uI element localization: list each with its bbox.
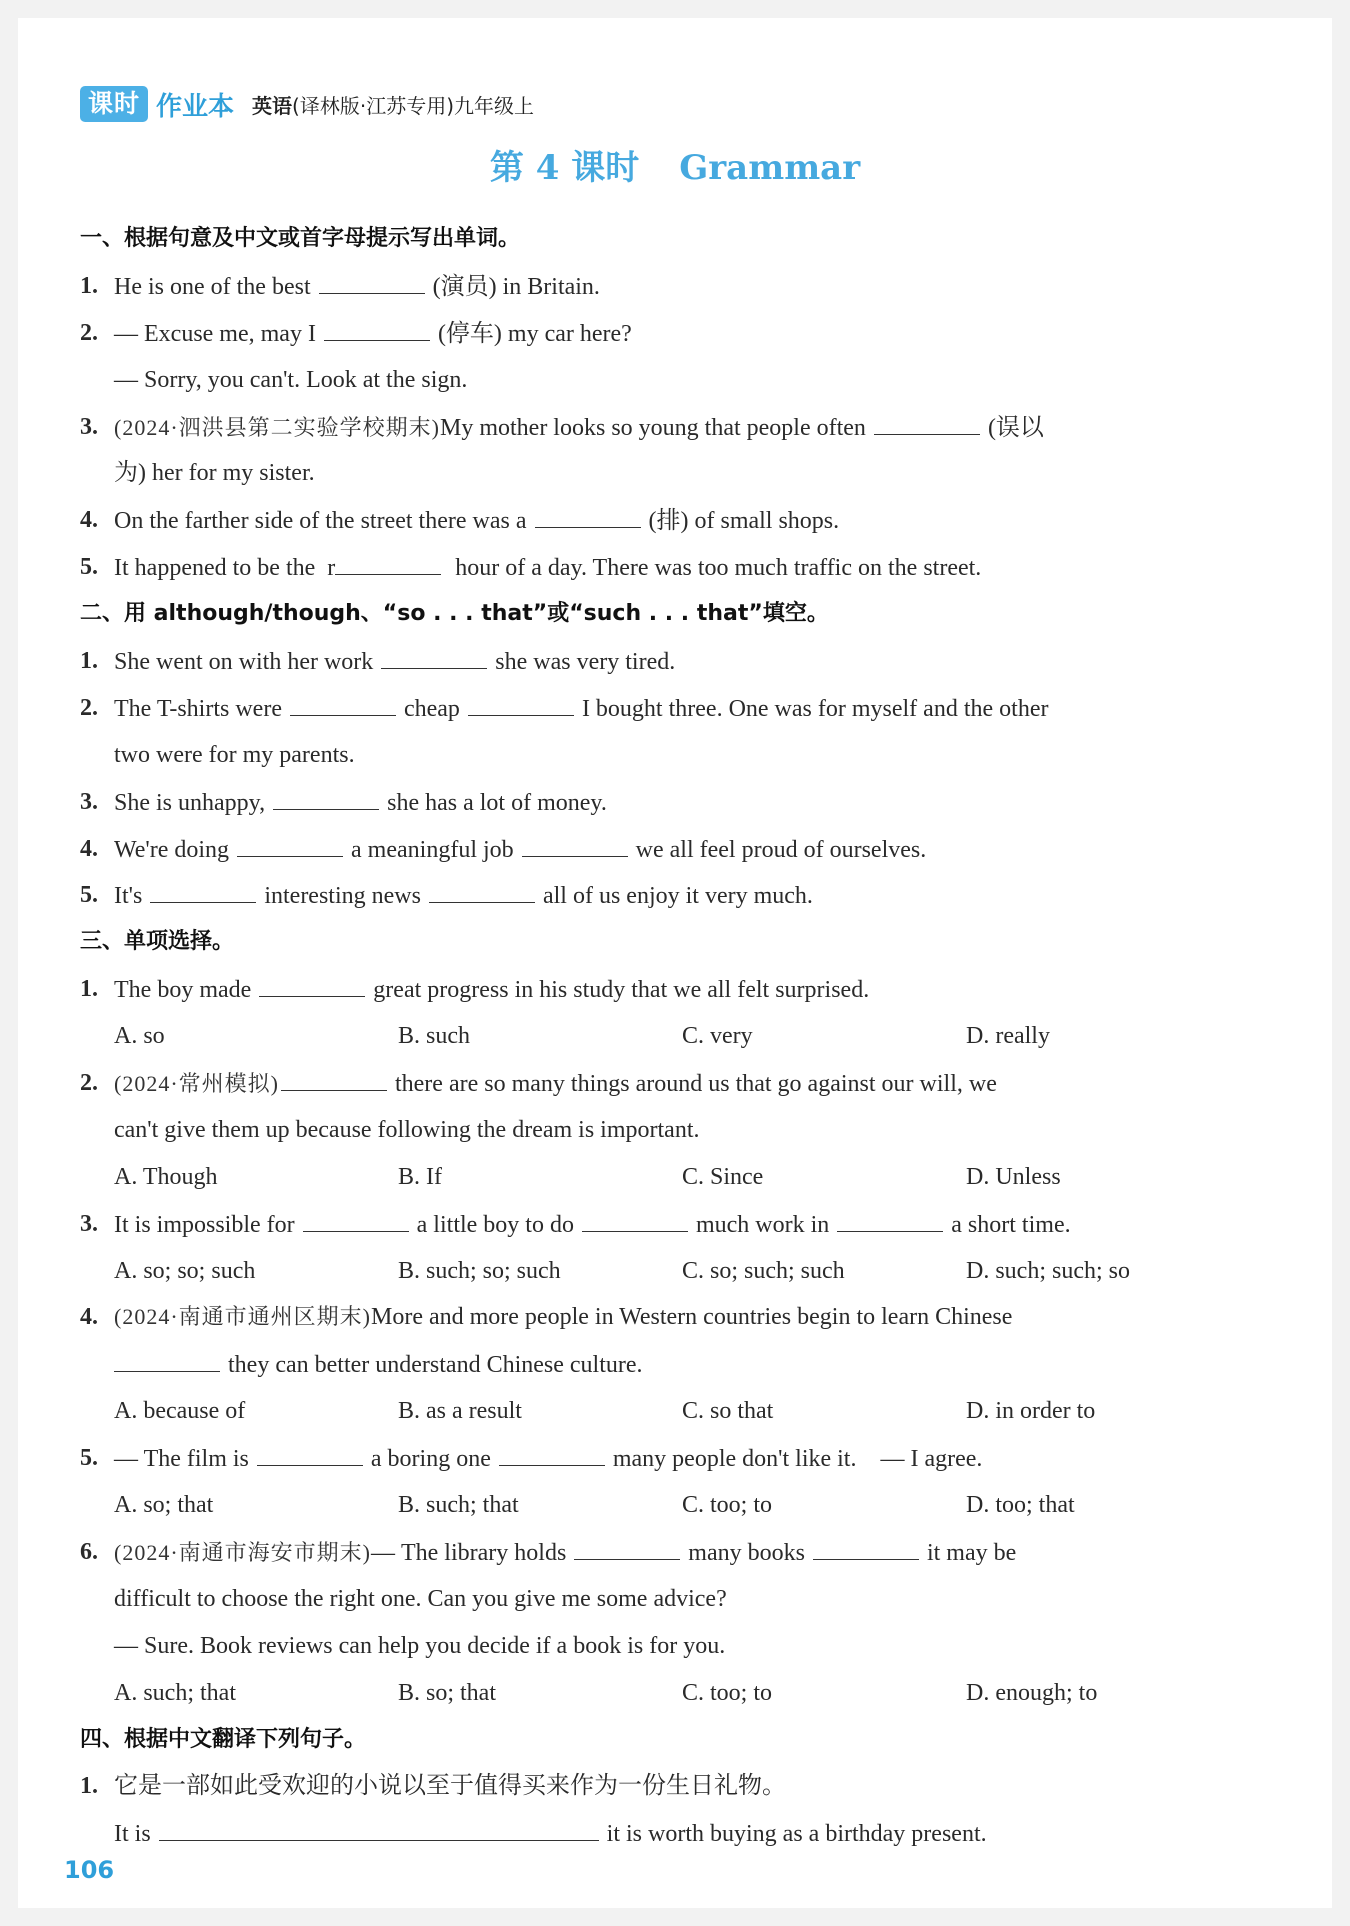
- answer-blank[interactable]: [582, 1201, 688, 1232]
- s4-question-1-answer: It is it is worth buying as a birthday present.: [80, 1810, 1280, 1857]
- option-b[interactable]: B. as a result: [398, 1398, 522, 1425]
- s2-question-1: 1. She went on with her work she was very tired.: [80, 638, 1280, 685]
- s3-question-4-options: [80, 1388, 1280, 1435]
- lesson-title: 第 4 课时 Grammar: [489, 148, 861, 188]
- answer-blank[interactable]: [522, 826, 628, 857]
- answer-blank[interactable]: [381, 638, 487, 669]
- option-a[interactable]: A. so: [114, 1023, 165, 1050]
- section-1-title: 一、根据句意及中文或首字母提示写出单词。: [80, 226, 521, 251]
- s3-question-6-reply: — Sure. Book reviews can help you decide if a book is for you.: [114, 1632, 726, 1659]
- workbook-page: [18, 18, 1332, 1908]
- answer-blank[interactable]: [237, 826, 343, 857]
- option-a[interactable]: A. because of: [114, 1398, 246, 1425]
- book-name: 作业本: [156, 91, 235, 122]
- s3-question-2-options: [80, 1154, 1280, 1201]
- option-d[interactable]: D. really: [966, 1023, 1050, 1050]
- answer-blank[interactable]: [114, 1341, 220, 1372]
- s3-question-1-options: [80, 1013, 1280, 1060]
- answer-blank[interactable]: [303, 1201, 409, 1232]
- option-c[interactable]: C. very: [682, 1023, 753, 1050]
- logo: 课时: [80, 86, 148, 122]
- option-d[interactable]: D. too; that: [966, 1492, 1075, 1519]
- answer-blank[interactable]: [273, 779, 379, 810]
- option-b[interactable]: B. such; so; such: [398, 1257, 561, 1284]
- s1-question-5: 5. It happened to be the r hour of a day. There was too much traffic on the street.: [80, 544, 1280, 591]
- page-header: [80, 84, 534, 124]
- answer-blank[interactable]: [535, 497, 641, 528]
- s2-question-3: 3. She is unhappy, she has a lot of money.: [80, 779, 1280, 826]
- s1-question-4: 4. On the farther side of the street there was a (排) of small shops.: [80, 497, 1280, 544]
- option-a[interactable]: A. so; so; such: [114, 1257, 256, 1284]
- answer-blank[interactable]: [574, 1529, 680, 1560]
- section-4-title: 四、根据中文翻译下列句子。: [80, 1726, 367, 1752]
- answer-blank[interactable]: [324, 310, 430, 341]
- s3-question-6-options: [80, 1670, 1280, 1717]
- option-b[interactable]: B. such; that: [398, 1492, 519, 1519]
- option-a[interactable]: A. so; that: [114, 1492, 214, 1519]
- answer-blank[interactable]: [499, 1435, 605, 1466]
- s3-question-6-cont: difficult to choose the right one. Can you give me some advice?: [114, 1585, 727, 1612]
- s2-question-2-cont: two were for my parents.: [114, 741, 355, 768]
- s3-question-3-options: [80, 1248, 1280, 1295]
- answer-blank[interactable]: [257, 1435, 363, 1466]
- s3-question-2: 2. (2024·常州模拟) there are so many things around us that go against our will, we: [80, 1060, 1280, 1107]
- answer-blank[interactable]: [290, 685, 396, 716]
- option-d[interactable]: D. Unless: [966, 1163, 1061, 1190]
- answer-blank[interactable]: [335, 544, 441, 575]
- answer-blank[interactable]: [281, 1060, 387, 1091]
- option-d[interactable]: D. enough; to: [966, 1679, 1098, 1706]
- page-number: 106: [64, 1856, 115, 1884]
- option-c[interactable]: C. so; such; such: [682, 1257, 845, 1284]
- section-3-title: 三、单项选择。: [80, 929, 235, 955]
- subject-label: 英语(译林版·江苏专用)九年级上: [252, 93, 534, 118]
- answer-blank[interactable]: [837, 1201, 943, 1232]
- s3-question-1: 1. The boy made great progress in his study that we all felt surprised.: [80, 966, 1280, 1013]
- s3-question-4: 4. (2024·南通市通州区期末)More and more people in Western countries begin to learn Chinese: [80, 1304, 1013, 1331]
- answer-blank[interactable]: [159, 1810, 599, 1841]
- exercise-content: [80, 216, 1280, 1857]
- option-b[interactable]: B. If: [398, 1163, 442, 1190]
- answer-blank[interactable]: [429, 872, 535, 903]
- option-b[interactable]: B. so; that: [398, 1679, 497, 1706]
- s2-question-2: 2. The T-shirts were cheap I bought three. One was for myself and the other: [80, 685, 1280, 732]
- section-2-title: 二、用 although/though、“so . . . that”或“such . . . that”填空。: [80, 601, 829, 627]
- s1-question-3: 3. (2024·泗洪县第二实验学校期末)My mother looks so young that people often (误以: [80, 404, 1280, 451]
- s2-question-5: 5. It's interesting news all of us enjoy it very much.: [80, 872, 1280, 919]
- answer-blank[interactable]: [874, 404, 980, 435]
- s1-question-1: 1. He is one of the best (演员) in Britain.: [80, 263, 1280, 310]
- s3-question-4-cont: they can better understand Chinese culture.: [80, 1341, 1280, 1388]
- option-d[interactable]: D. in order to: [966, 1398, 1096, 1425]
- option-c[interactable]: C. so that: [682, 1398, 774, 1425]
- option-c[interactable]: C. Since: [682, 1163, 764, 1190]
- option-d[interactable]: D. such; such; so: [966, 1257, 1130, 1284]
- s3-question-5-options: [80, 1482, 1280, 1529]
- s1-question-2-reply: — Sorry, you can't. Look at the sign.: [114, 366, 468, 393]
- option-c[interactable]: C. too; to: [682, 1679, 773, 1706]
- answer-blank[interactable]: [259, 966, 365, 997]
- s1-question-3-cont: 为) her for my sister.: [114, 460, 315, 487]
- s3-question-2-cont: can't give them up because following the dream is important.: [114, 1116, 700, 1143]
- s2-question-4: 4. We're doing a meaningful job we all feel proud of ourselves.: [80, 826, 1280, 873]
- answer-blank[interactable]: [319, 263, 425, 294]
- answer-blank[interactable]: [150, 872, 256, 903]
- s1-question-2: 2. — Excuse me, may I (停车) my car here?: [80, 310, 1280, 357]
- option-a[interactable]: A. Though: [114, 1163, 218, 1190]
- option-a[interactable]: A. such; that: [114, 1679, 236, 1706]
- option-c[interactable]: C. too; to: [682, 1492, 773, 1519]
- s3-question-3: 3. It is impossible for a little boy to do much work in a short time.: [80, 1201, 1280, 1248]
- s4-question-1: 1. 它是一部如此受欢迎的小说以至于值得买来作为一份生日礼物。: [80, 1773, 786, 1800]
- answer-blank[interactable]: [468, 685, 574, 716]
- option-b[interactable]: B. such: [398, 1023, 470, 1050]
- s3-question-5: 5. — The film is a boring one many people don't like it. — I agree.: [80, 1435, 1280, 1482]
- answer-blank[interactable]: [813, 1529, 919, 1560]
- s3-question-6: 6. (2024·南通市海安市期末)— The library holds many books it may be: [80, 1529, 1280, 1576]
